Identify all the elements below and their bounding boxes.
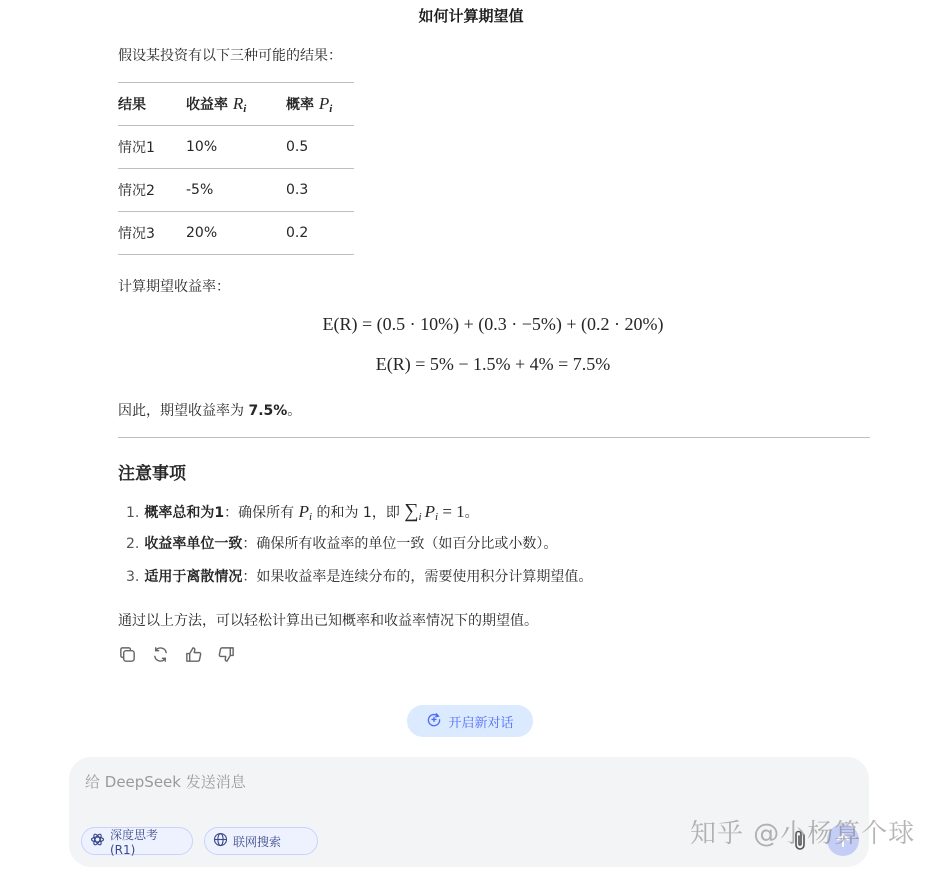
note-text-end: 。 (464, 505, 479, 521)
summary-text: 通过以上方法，可以轻松计算出已知概率和收益率情况下的期望值。 (118, 613, 538, 629)
section-divider (118, 437, 870, 438)
sum-symbol: ∑ (404, 500, 419, 522)
formula-tail: = 1 (438, 502, 465, 521)
header-return (186, 83, 286, 126)
cell-probability: 0.3 (286, 169, 354, 212)
new-chat-icon (426, 711, 442, 731)
header-return-subscript: i (243, 102, 247, 115)
message-actions (118, 645, 236, 664)
note-symbol: P (298, 502, 309, 521)
regenerate-icon[interactable] (151, 645, 170, 664)
copy-icon[interactable] (118, 645, 137, 664)
list-item (126, 566, 592, 599)
thumbs-down-icon[interactable] (217, 645, 236, 664)
notes-list (126, 500, 592, 599)
notes-heading: 注意事项 (118, 464, 186, 484)
equation-expected-return-result: E(R) = 5% − 1.5% + 4% = 7.5% (375, 354, 611, 374)
header-return-symbol: R (232, 93, 244, 113)
cell-return: 10% (186, 126, 286, 169)
message-input[interactable] (83, 769, 787, 795)
note-text: 的和为 1，即 (312, 505, 405, 521)
thumbs-up-icon[interactable] (184, 645, 203, 664)
formula-symbol: P (424, 502, 435, 521)
page-title: 如何计算期望值 (418, 7, 524, 25)
intro-text: 假设某投资有以下三种可能的结果： (118, 48, 342, 64)
table-row (118, 212, 354, 255)
conclusion-suffix: 。 (287, 403, 302, 419)
cell-outcome: 情况1 (118, 126, 186, 169)
cell-outcome: 情况2 (118, 169, 186, 212)
deep-think-toggle[interactable] (81, 827, 193, 855)
list-item (126, 500, 592, 533)
list-number: 2. (126, 536, 140, 552)
note-text: ：确保所有 (224, 505, 299, 521)
note-text: ：如果收益率是连续分布的，需要使用积分计算期望值。 (242, 569, 593, 585)
deep-think-icon (90, 832, 105, 850)
web-search-label: 联网搜索 (233, 834, 282, 849)
note-title: 概率总和为1 (144, 505, 225, 521)
cell-return: 20% (186, 212, 286, 255)
table-row (118, 169, 354, 212)
header-probability (286, 83, 354, 126)
sum-subscript: i (418, 511, 422, 523)
equation-expected-return: E(R) = (0.5 · 10%) + (0.3 · −5%) + (0.2 · 20%) (322, 314, 664, 334)
note-text: ：确保所有收益率的单位一致（如百分比或小数）。 (242, 536, 558, 552)
message-composer (69, 757, 869, 867)
new-chat-button[interactable] (407, 705, 533, 737)
globe-icon (213, 832, 228, 850)
note-title: 收益率单位一致 (144, 536, 243, 552)
list-number: 1. (126, 505, 140, 521)
deep-think-label: 深度思考 (R1) (110, 827, 159, 857)
list-item (126, 533, 592, 566)
header-prob-symbol: P (318, 93, 330, 113)
new-chat-label: 开启新对话 (448, 715, 514, 731)
cell-probability: 0.2 (286, 212, 354, 255)
conclusion-value: 7.5% (248, 403, 288, 419)
conclusion-prefix: 因此，期望收益率为 (118, 403, 249, 419)
header-outcome: 结果 (118, 83, 186, 126)
outcomes-table (118, 82, 354, 255)
note-symbol-subscript: i (308, 511, 313, 523)
header-return-label: 收益率 (186, 96, 228, 113)
note-title: 适用于离散情况 (144, 569, 243, 585)
watermark: 知乎 @小杨算个球 (690, 819, 916, 849)
table-row (118, 126, 354, 169)
formula-symbol-subscript: i (435, 511, 439, 523)
cell-outcome: 情况3 (118, 212, 186, 255)
web-search-toggle[interactable] (204, 827, 318, 855)
header-prob-subscript: i (329, 102, 333, 115)
header-prob-label: 概率 (286, 96, 314, 113)
cell-probability: 0.5 (286, 126, 354, 169)
table-header-row (118, 83, 354, 126)
cell-return: -5% (186, 169, 286, 212)
conclusion-text (118, 400, 301, 420)
calc-label: 计算期望收益率： (118, 279, 230, 295)
list-number: 3. (126, 569, 140, 585)
